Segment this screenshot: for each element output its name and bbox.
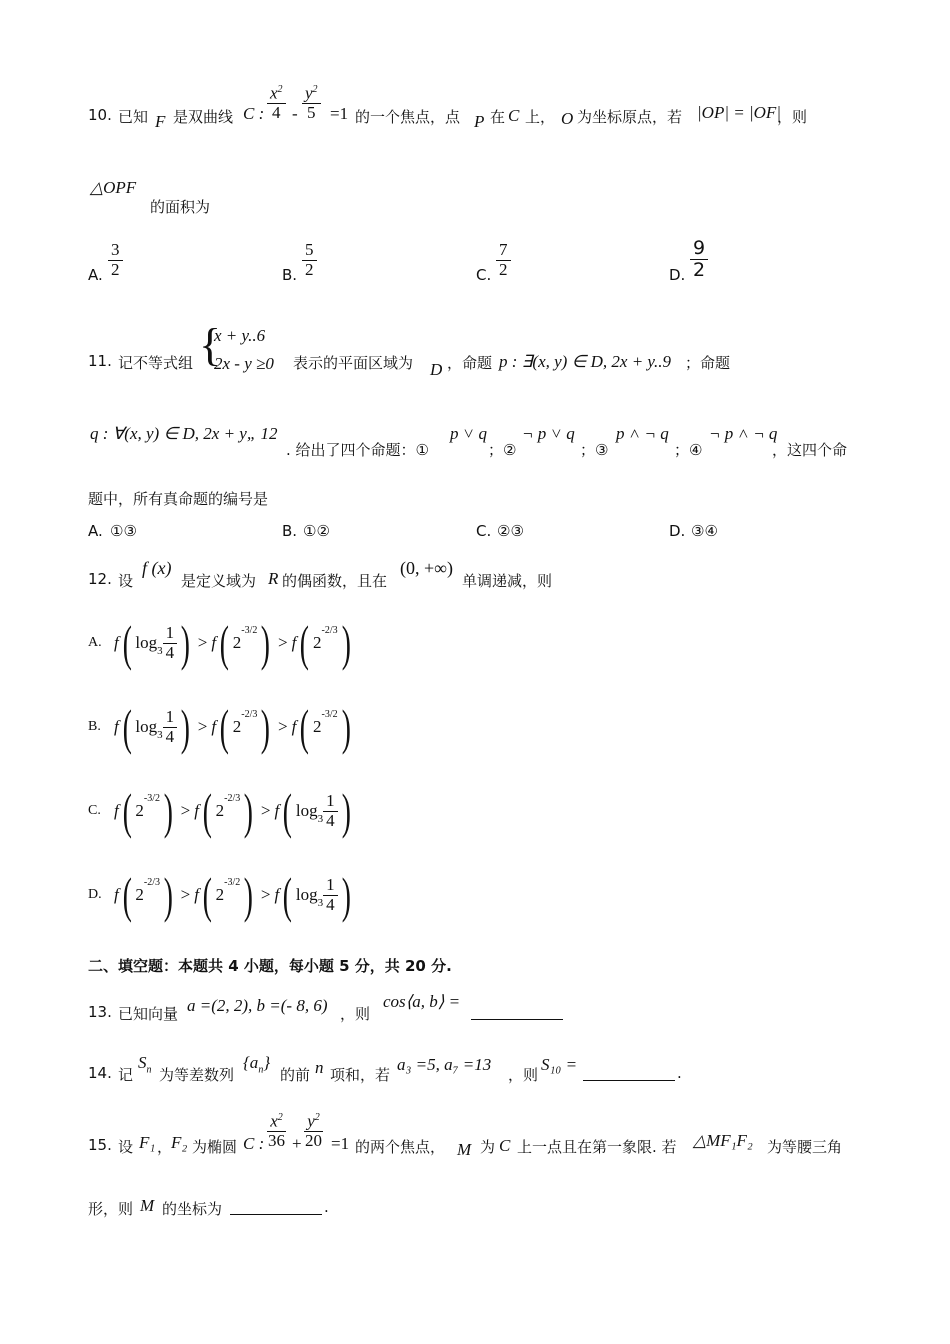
q11-text-f: ，这四个命	[772, 441, 848, 459]
q15-text-f: 为等腰三角	[767, 1138, 843, 1156]
q10-option-label: B.	[282, 266, 298, 284]
q10-x: x	[270, 83, 278, 103]
paren: (	[300, 615, 310, 671]
power-base: 2	[215, 801, 225, 820]
q12-option-d[interactable]	[88, 867, 354, 923]
q13-answer-blank[interactable]	[471, 1005, 563, 1020]
power-term	[194, 783, 257, 839]
log-base: 3	[317, 897, 324, 909]
q15-x: x	[270, 1111, 278, 1131]
q12-fx: f (x)	[142, 558, 172, 578]
paren: )	[180, 615, 191, 671]
q10-var-p: P	[474, 112, 485, 131]
power-term	[211, 699, 274, 755]
frac-num: 7	[496, 241, 511, 261]
q15-plus: +	[292, 1134, 302, 1153]
q12-option-b[interactable]	[88, 699, 354, 755]
log-frac	[323, 876, 338, 914]
q11-option-label: A.	[88, 522, 103, 540]
q11-text-c: ，命题	[447, 354, 493, 372]
paren: )	[243, 783, 254, 839]
q15-text-g: 形，则	[88, 1200, 134, 1218]
q15-var-m-2: M	[140, 1196, 155, 1215]
q11-var-d: D	[430, 360, 443, 379]
q11-brace: {	[199, 319, 222, 370]
q12-var-r: R	[268, 569, 279, 588]
q11-option-value: ①②	[303, 522, 330, 540]
power-base: 2	[215, 885, 225, 904]
log-frac-num: 1	[163, 624, 178, 644]
paren: (	[282, 783, 293, 839]
q10-var-c: C	[508, 106, 520, 125]
q15-f2: F₂	[171, 1133, 188, 1152]
greater-than: >	[260, 801, 271, 820]
q11-compound-3: p ˄ ¬ q	[616, 424, 669, 443]
f-symbol: f	[194, 801, 199, 820]
q11-compound-2: ¬ p ˅ q	[522, 424, 575, 443]
greater-than: >	[180, 885, 191, 904]
paren: )	[341, 867, 351, 923]
paren: (	[122, 783, 132, 839]
q13-text-b: ，则	[340, 1005, 371, 1023]
frac-den: 2	[111, 259, 120, 279]
frac-den: 2	[305, 259, 314, 279]
q10-triangle: △OPF	[90, 178, 137, 197]
q14-text-d: 项和，若	[330, 1066, 391, 1084]
power-term	[291, 699, 355, 755]
f-symbol: f	[114, 885, 119, 904]
f-symbol: f	[194, 885, 199, 904]
q12-option-label: B.	[88, 719, 101, 734]
paren: )	[163, 783, 173, 839]
q10-text-h: 的面积为	[150, 198, 211, 216]
q11-compound-1: p ˅ q	[450, 424, 487, 443]
q10-abs-expr: |OP| = |OF|	[697, 103, 781, 122]
power-base: 2	[135, 885, 144, 904]
q11-sep-3: ；③	[580, 441, 609, 459]
power-base: 2	[313, 717, 322, 736]
greater-than: >	[278, 717, 288, 736]
q15-y: y	[307, 1111, 315, 1131]
power-base: 2	[313, 633, 322, 652]
q11-sep-4: ；④	[674, 441, 703, 459]
q14-sn	[138, 1053, 152, 1075]
q14-text-e: ，则	[508, 1066, 539, 1084]
frac-num: 3	[108, 241, 123, 261]
power-exponent: -2/3	[224, 792, 241, 804]
paren: (	[202, 867, 212, 923]
frac-den: 2	[693, 258, 706, 281]
q14-text-b: 为等差数列	[159, 1066, 235, 1084]
q10-y: y	[305, 83, 313, 103]
power-term	[114, 867, 177, 923]
q15-triangle: △MF₁F₂	[693, 1131, 753, 1150]
greater-than: >	[278, 633, 288, 652]
q10-option-frac	[690, 238, 708, 281]
paren: )	[163, 867, 173, 923]
log-frac-den: 4	[165, 726, 175, 746]
log-text: log	[295, 885, 318, 904]
q12-text-d: 单调递减，则	[462, 572, 553, 590]
greater-than: >	[260, 885, 271, 904]
log-frac-den: 4	[165, 642, 175, 662]
q12-option-label: D.	[88, 887, 102, 902]
q11-text-a: 记不等式组	[118, 354, 194, 372]
q14-var-n: n	[315, 1058, 324, 1077]
q14-number: 14.	[88, 1064, 112, 1082]
log-term	[114, 615, 194, 671]
power-exponent: -2/3	[241, 708, 258, 720]
q15-tail: .	[324, 1198, 329, 1216]
paren: )	[261, 615, 271, 671]
q15-c-label: C :	[243, 1134, 265, 1153]
q10-text-f: 为坐标原点，若	[577, 108, 683, 126]
paren: (	[122, 867, 132, 923]
q11-sep-2: ；②	[488, 441, 517, 459]
paren: (	[300, 699, 310, 755]
frac-num: 9	[690, 238, 708, 260]
log-base: 3	[157, 729, 163, 741]
greater-than: >	[180, 801, 191, 820]
q15-text-b: 为椭圆	[192, 1138, 238, 1156]
q15-text-a: 设	[118, 1138, 134, 1156]
q13-vector-expr: a =(2, 2), b =(- 8, 6)	[187, 996, 328, 1015]
q14-s: S	[138, 1053, 147, 1072]
q15-ellipse-frac-x: $\frac{x^2}{36}$	[265, 1112, 288, 1151]
paren: (	[122, 699, 132, 755]
log-base: 3	[157, 645, 163, 657]
q11-option-label: D.	[669, 522, 686, 540]
power-exponent: -3/2	[224, 876, 241, 888]
q14-an-open: {a	[243, 1053, 259, 1072]
q13-cos-expr: cos⟨a, b⟩ =	[383, 992, 461, 1011]
q14-tail: .	[677, 1064, 682, 1082]
power-exponent: -3/2	[321, 708, 338, 720]
q11-option-value: ②③	[497, 522, 524, 540]
f-symbol: f	[114, 717, 119, 736]
log-term	[114, 699, 194, 755]
power-term	[194, 867, 257, 923]
q10-text-c: 的一个焦点，点	[355, 108, 461, 126]
f-symbol: f	[114, 633, 119, 652]
paren: (	[282, 867, 293, 923]
paren: (	[219, 615, 230, 671]
q14-condition: a₃ =5, a₇ =13	[397, 1055, 492, 1074]
power-term	[291, 615, 355, 671]
q12-option-c[interactable]	[88, 783, 354, 839]
section-2-heading: 二、填空题：本题共 4 小题，每小题 5 分，共 20 分.	[88, 957, 452, 975]
f-symbol: f	[291, 717, 297, 736]
log-text: log	[135, 717, 158, 736]
q10-minus: -	[292, 104, 298, 123]
q15-var-m: M	[457, 1140, 472, 1159]
q15-text-d: 为	[480, 1138, 496, 1156]
q12-number: 12.	[88, 570, 112, 588]
log-frac	[163, 708, 178, 746]
q10-option-label: A.	[88, 266, 103, 284]
q11-ineq-2: 2x - y ≥0	[214, 354, 274, 373]
log-text: log	[295, 801, 318, 820]
q11-compound-4: ¬ p ˄ ¬ q	[709, 424, 778, 443]
q12-text-c: 的偶函数，且在	[282, 572, 388, 590]
q12-text-b: 是定义域为	[181, 572, 257, 590]
power-term	[114, 783, 177, 839]
paren: )	[180, 699, 191, 755]
q15-text-e: 上一点且在第一象限. 若	[517, 1138, 677, 1156]
log-term	[274, 867, 355, 923]
paren: )	[261, 699, 271, 755]
q11-number: 11.	[88, 352, 112, 370]
q10-text-g: ，则	[777, 108, 808, 126]
q10-text-a: 已知	[118, 108, 149, 126]
q10-c-label: C :	[243, 104, 265, 123]
q11-q-expr: q : ∀(x, y) ∈ D, 2x + y„ 12	[90, 424, 278, 443]
q15-answer-blank[interactable]	[230, 1200, 322, 1215]
q10-hyperbola-frac-y: $\frac{y^2}{5}$	[302, 84, 321, 123]
log-text: log	[135, 633, 158, 652]
power-base: 2	[232, 717, 242, 736]
paren: (	[219, 699, 230, 755]
q11-text-g: 题中，所有真命题的编号是	[88, 490, 269, 508]
q10-option-frac	[108, 241, 123, 279]
q11-option-value: ③④	[691, 522, 718, 540]
q14-an-close: }	[263, 1053, 271, 1072]
greater-than: >	[197, 633, 208, 652]
q11-option-value: ①③	[110, 522, 137, 540]
log-term	[274, 783, 355, 839]
q10-eq1: =1	[330, 104, 349, 123]
q12-text-a: 设	[118, 572, 134, 590]
log-frac-num: 1	[163, 708, 178, 728]
log-base: 3	[317, 813, 324, 825]
log-frac-num: 1	[323, 792, 338, 812]
power-exponent: -3/2	[143, 792, 160, 804]
q15-text-h: 的坐标为	[162, 1200, 223, 1218]
q12-option-label: C.	[88, 803, 101, 818]
q14-s10: S₁₀ =	[541, 1055, 578, 1074]
q14-sub-n: n	[146, 1064, 152, 1076]
log-frac-den: 4	[326, 810, 335, 830]
q11-p-expr: p : ∃(x, y) ∈ D, 2x + y..9	[499, 352, 672, 371]
paren: )	[341, 699, 351, 755]
q11-text-e: . 给出了四个命题：①	[286, 441, 429, 459]
q10-number: 10.	[88, 106, 112, 124]
f-symbol: f	[114, 801, 119, 820]
q15-f1: F₁	[139, 1133, 156, 1152]
q10-var-f: F	[155, 112, 166, 131]
paren: (	[202, 783, 212, 839]
q12-option-a[interactable]	[88, 615, 354, 671]
log-frac-num: 1	[323, 876, 338, 896]
q10-text-b: 是双曲线	[173, 108, 234, 126]
power-term	[211, 615, 274, 671]
power-base: 2	[232, 633, 242, 652]
q10-hyperbola-frac-x: $\frac{x^2}{4}$	[267, 84, 286, 123]
q15-den-36: 36	[268, 1131, 285, 1151]
q12-option-label: A.	[88, 635, 102, 650]
greater-than: >	[197, 717, 208, 736]
frac-num: 5	[302, 241, 317, 261]
q10-den-4: 4	[272, 103, 281, 123]
q10-option-label: C.	[476, 266, 492, 284]
q11-text-b: 表示的平面区域为	[293, 354, 414, 372]
f-symbol: f	[291, 633, 297, 652]
power-base: 2	[135, 801, 144, 820]
f-symbol: f	[211, 633, 217, 652]
paren: )	[341, 783, 351, 839]
f-symbol: f	[274, 885, 280, 904]
q10-text-d: 在	[490, 108, 506, 126]
f-symbol: f	[274, 801, 280, 820]
paren: )	[341, 615, 351, 671]
q10-text-e: 上，	[525, 108, 556, 126]
q13-number: 13.	[88, 1003, 112, 1021]
q15-den-20: 20	[305, 1131, 322, 1151]
q10-den-5: 5	[307, 103, 316, 123]
q12-interval: (0, +∞)	[400, 558, 453, 578]
power-exponent: -3/2	[241, 624, 258, 636]
q14-text-c: 的前	[280, 1066, 311, 1084]
q11-ineq-1: x + y..6	[214, 326, 266, 345]
q15-var-c: C	[499, 1136, 511, 1155]
q15-ellipse-frac-y: $\frac{y^2}{20}$	[302, 1112, 325, 1151]
power-exponent: -2/3	[321, 624, 338, 636]
q10-var-o: O	[561, 109, 574, 128]
q15-eq1: =1	[331, 1134, 350, 1153]
q10-option-label: D.	[669, 266, 686, 284]
q11-option-label: B.	[282, 522, 298, 540]
f-symbol: f	[211, 717, 217, 736]
q15-number: 15.	[88, 1136, 112, 1154]
frac-den: 2	[499, 259, 508, 279]
log-frac-den: 4	[326, 894, 335, 914]
q13-text-a: 已知向量	[118, 1005, 179, 1023]
q10-option-frac	[496, 241, 511, 279]
power-exponent: -2/3	[143, 876, 160, 888]
q10-option-frac	[302, 241, 317, 279]
q15-comma: ，	[157, 1138, 173, 1156]
q14-an: $\{a_n\}$	[243, 1053, 271, 1076]
q11-option-label: C.	[476, 522, 492, 540]
q14-text-a: 记	[118, 1066, 134, 1084]
paren: (	[122, 615, 132, 671]
q15-text-c: 的两个焦点，	[355, 1138, 446, 1156]
log-frac	[163, 624, 178, 662]
q11-text-d: ；命题	[685, 354, 731, 372]
paren: )	[243, 867, 254, 923]
log-frac	[323, 792, 338, 830]
q14-answer-blank[interactable]	[583, 1066, 675, 1081]
